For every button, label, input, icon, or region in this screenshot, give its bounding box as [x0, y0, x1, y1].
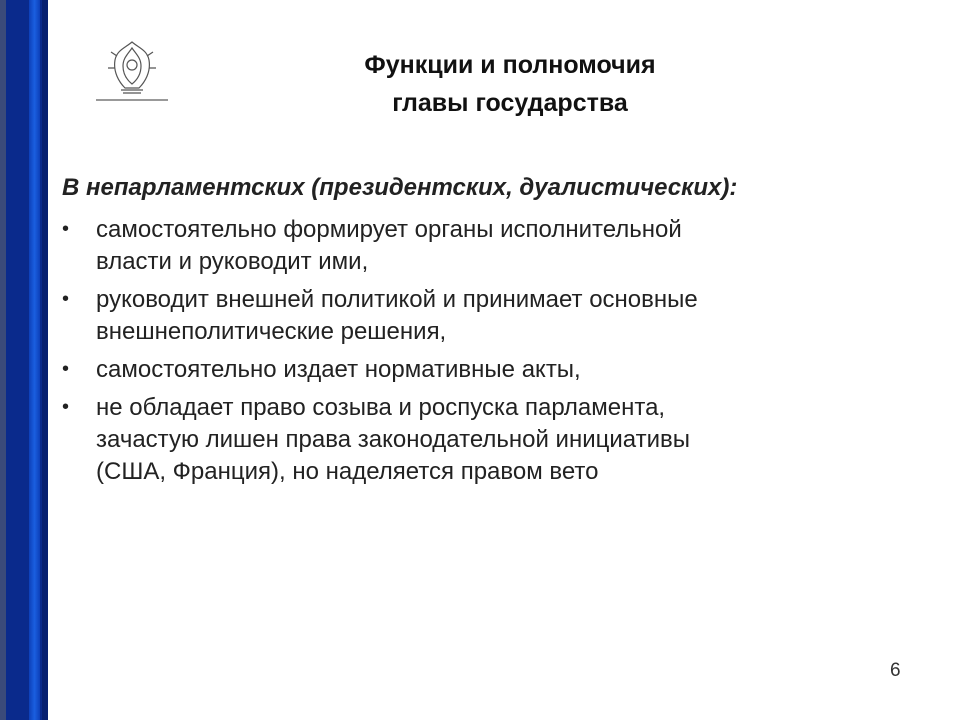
list-item	[62, 354, 842, 386]
bullet-line: не обладает право созыва и роспуска парламента,	[96, 394, 666, 421]
title-line-2: главы государства	[392, 89, 628, 117]
list-item	[62, 284, 842, 348]
bullet-line: власти и руководит ими,	[96, 248, 369, 275]
bullet-line: самостоятельно формирует органы исполнительной	[96, 216, 682, 243]
bullet-text	[96, 392, 842, 488]
left-bar-stripe	[29, 0, 40, 720]
bullet-marker: •	[62, 288, 70, 310]
bullet-list	[62, 214, 842, 494]
left-decorative-bar	[0, 0, 48, 720]
bullet-line: руководит внешней политикой и принимает основные	[96, 286, 698, 313]
bullet-text	[96, 284, 842, 348]
list-item	[62, 214, 842, 278]
left-bar-edge	[0, 0, 6, 720]
bullet-marker: •	[62, 358, 70, 380]
bullet-line: самостоятельно издает нормативные акты,	[96, 356, 581, 383]
subheading: В непарламентских (президентских, дуалистических):	[62, 174, 738, 201]
bullet-line: (США, Франция), но наделяется правом вето	[96, 458, 599, 485]
bullet-marker: •	[62, 396, 70, 418]
bullet-line: внешнеполитические решения,	[96, 318, 447, 345]
slide-title	[190, 46, 830, 122]
title-line-1: Функции и полномочия	[364, 51, 656, 79]
bullet-text	[96, 354, 842, 386]
emblem-logo-icon	[95, 38, 169, 104]
list-item	[62, 392, 842, 488]
bullet-marker: •	[62, 218, 70, 240]
bullet-line: зачастую лишен права законодательной инициативы	[96, 426, 690, 453]
page-number: 6	[890, 660, 901, 681]
bullet-text	[96, 214, 842, 278]
left-bar-inner-edge	[42, 0, 48, 720]
